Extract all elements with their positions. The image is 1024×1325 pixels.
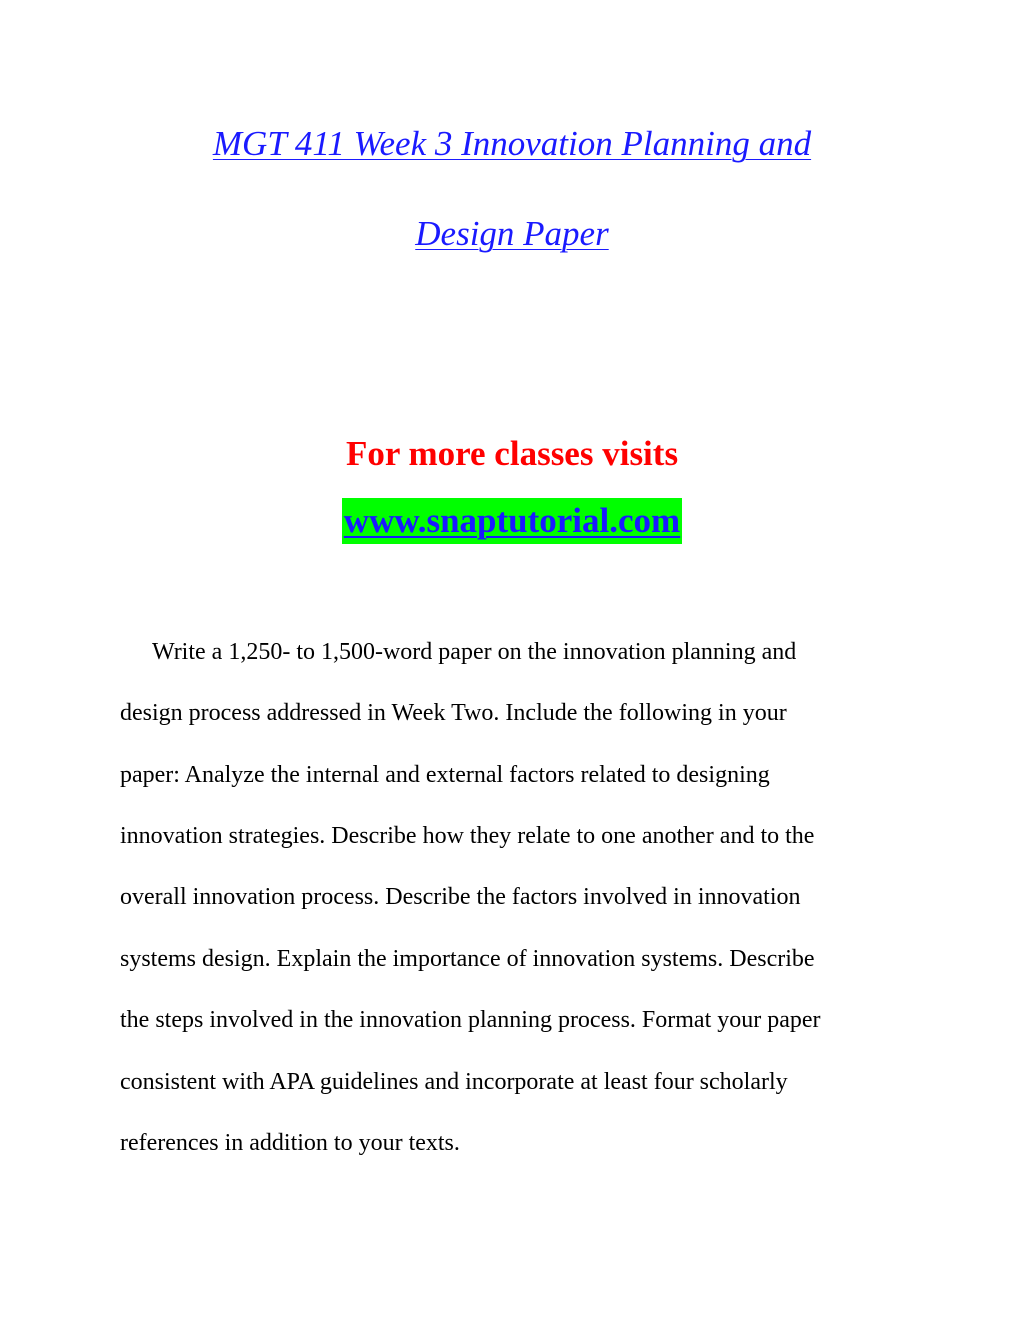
body-line: references in addition to your texts. [120,1130,460,1156]
body-line: paper: Analyze the internal and external factors related to designing [120,762,770,788]
promo-url-container [0,498,1024,544]
body-line: overall innovation process. Describe the factors involved in innovation [120,884,801,910]
title-line-2 [0,214,1024,254]
body-line: innovation strategies. Describe how they relate to one another and to the [120,823,815,849]
body-line: the steps involved in the innovation planning process. Format your paper [120,1007,821,1033]
body-line: design process addressed in Week Two. Include the following in your [120,700,787,726]
body-line: consistent with APA guidelines and incorporate at least four scholarly [120,1069,788,1095]
promo-url-link[interactable]: www.snaptutorial.com [343,501,681,540]
title-link-2[interactable]: Design Paper [415,214,609,253]
promo-url-highlight [342,498,682,544]
title-line-1 [0,124,1024,164]
promo-text: For more classes visits [345,434,679,473]
body-line: Write a 1,250- to 1,500-word paper on the innovation planning and [152,639,797,665]
title-link-1[interactable]: MGT 411 Week 3 Innovation Planning and [212,124,812,163]
body-line: systems design. Explain the importance of innovation systems. Describe [120,946,815,972]
